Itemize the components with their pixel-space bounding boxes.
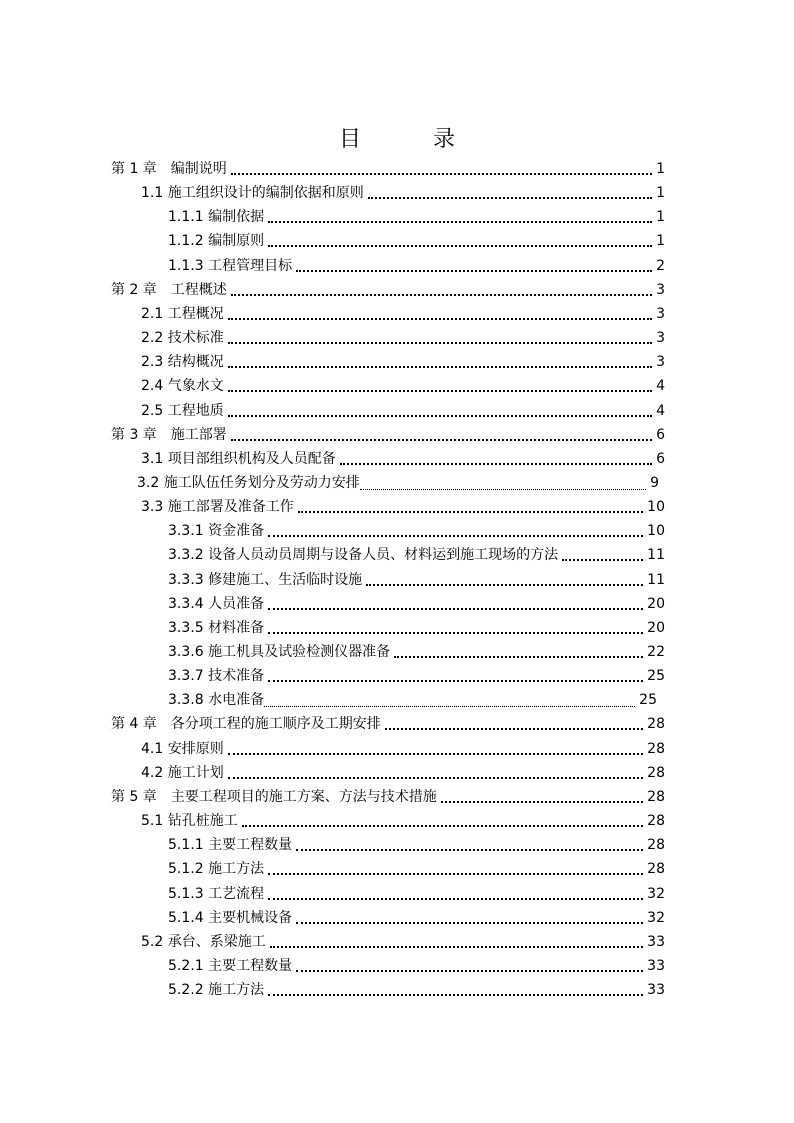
toc-entry-label: 4.1 安排原则 bbox=[141, 740, 224, 757]
toc-page-number: 3 bbox=[656, 330, 665, 347]
toc-entry-label: 第 1 章 编制说明 bbox=[111, 161, 227, 177]
toc-chapter-entry[interactable] bbox=[111, 423, 665, 447]
dot-leader bbox=[268, 680, 643, 682]
dot-leader bbox=[228, 366, 652, 368]
toc-page-number: 20 bbox=[647, 619, 665, 636]
toc-entry-label: 5.2.1 主要工程数量 bbox=[168, 957, 293, 974]
toc-chapter-entry[interactable] bbox=[111, 712, 665, 736]
toc-entry-label: 3.3.3 修建施工、生活临时设施 bbox=[168, 571, 363, 588]
toc-page-number: 25 bbox=[639, 692, 657, 709]
toc-page-number: 4 bbox=[656, 378, 665, 395]
toc-entry-label: 5.1.3 工艺流程 bbox=[168, 885, 265, 902]
toc-entry[interactable] bbox=[168, 688, 657, 712]
toc-entry[interactable] bbox=[168, 205, 665, 229]
toc-page-number: 2 bbox=[656, 257, 665, 274]
title-char-2: 录 bbox=[433, 127, 456, 152]
toc-page-number: 1 bbox=[656, 161, 665, 177]
toc-chapter-entry[interactable] bbox=[111, 157, 665, 181]
toc-entry-label: 第 2 章 工程概述 bbox=[111, 281, 227, 298]
dot-leader bbox=[298, 511, 643, 513]
dot-leader bbox=[228, 753, 643, 755]
dot-leader bbox=[242, 825, 643, 827]
toc-page-number: 28 bbox=[647, 740, 665, 757]
toc-entry[interactable] bbox=[141, 737, 665, 761]
toc-entry[interactable] bbox=[141, 374, 665, 398]
toc-page-number: 10 bbox=[647, 499, 665, 516]
toc-entry-label: 2.3 结构概况 bbox=[141, 354, 224, 371]
toc-entry-label: 3.3.6 施工机具及试验检测仪器准备 bbox=[168, 644, 391, 660]
toc-page-number: 25 bbox=[647, 668, 665, 685]
dot-leader bbox=[366, 584, 643, 586]
toc-entry[interactable] bbox=[168, 882, 665, 906]
dot-leader bbox=[441, 801, 643, 803]
toc-entry-label: 3.3.2 设备人员动员周期与设备人员、材料运到施工现场的方法 bbox=[168, 547, 559, 564]
toc-page-number: 9 bbox=[650, 474, 659, 491]
toc-entry-label: 2.5 工程地质 bbox=[141, 402, 224, 419]
dot-leader bbox=[228, 342, 652, 344]
dot-leader bbox=[231, 294, 652, 296]
dot-leader bbox=[268, 994, 643, 996]
toc-page-number: 4 bbox=[656, 402, 665, 419]
toc-chapter-entry[interactable] bbox=[111, 278, 665, 302]
toc-page-number: 1 bbox=[656, 209, 665, 226]
toc-entry-label: 3.2 施工队伍任务划分及劳动力安排 bbox=[137, 474, 360, 491]
toc-entry-label: 5.1.4 主要机械设备 bbox=[168, 909, 293, 926]
toc-entry[interactable] bbox=[141, 495, 665, 519]
toc-entry-label: 2.1 工程概况 bbox=[141, 305, 224, 322]
dot-leader bbox=[368, 197, 652, 199]
toc-entry-label: 5.1.1 主要工程数量 bbox=[168, 837, 293, 854]
toc-page-number: 33 bbox=[647, 933, 665, 950]
dot-leader bbox=[360, 489, 646, 490]
dot-leader bbox=[394, 656, 643, 658]
toc-entry[interactable] bbox=[168, 616, 665, 640]
toc-page-number: 28 bbox=[647, 716, 665, 733]
dot-leader bbox=[228, 415, 652, 417]
toc-entry[interactable] bbox=[168, 857, 665, 881]
title-char-1: 目 bbox=[338, 127, 361, 152]
toc-page-number: 28 bbox=[647, 764, 665, 781]
dot-leader bbox=[296, 849, 643, 851]
dot-leader bbox=[268, 632, 643, 634]
toc-page-number: 33 bbox=[647, 982, 665, 999]
toc-entry-label: 1.1 施工组织设计的编制依据和原则 bbox=[141, 185, 364, 202]
dot-leader bbox=[385, 728, 643, 730]
toc-page-number: 3 bbox=[656, 354, 665, 371]
toc-page-number: 3 bbox=[656, 281, 665, 298]
dot-leader bbox=[231, 439, 652, 441]
toc-page-number: 28 bbox=[647, 861, 665, 878]
dot-leader bbox=[268, 245, 652, 247]
toc-entry[interactable] bbox=[168, 229, 665, 253]
toc-entry[interactable] bbox=[168, 592, 665, 616]
toc-page-number: 28 bbox=[647, 813, 665, 830]
dot-leader bbox=[268, 608, 643, 610]
dot-leader bbox=[228, 318, 652, 320]
toc-entry-label: 5.1.2 施工方法 bbox=[168, 861, 265, 878]
dot-leader bbox=[562, 559, 643, 561]
toc-page-number: 11 bbox=[647, 571, 665, 588]
toc-page-number: 6 bbox=[656, 426, 665, 443]
toc-page-number: 10 bbox=[647, 523, 665, 540]
toc-page-number: 22 bbox=[647, 644, 665, 660]
toc-entry[interactable] bbox=[168, 519, 665, 543]
toc-entry-label: 3.3.7 技术准备 bbox=[168, 668, 265, 685]
toc-page-number: 32 bbox=[647, 885, 665, 902]
dot-leader bbox=[340, 463, 652, 465]
page-title bbox=[0, 124, 794, 156]
dot-leader bbox=[296, 270, 652, 272]
toc-entry-label: 5.2 承台、系梁施工 bbox=[141, 933, 266, 950]
toc-entry[interactable] bbox=[137, 471, 659, 495]
dot-leader bbox=[296, 970, 643, 972]
toc-entry-label: 3.3.4 人员准备 bbox=[168, 595, 265, 612]
dot-leader bbox=[296, 922, 643, 924]
toc-entry[interactable] bbox=[141, 447, 665, 471]
toc-entry[interactable] bbox=[168, 978, 665, 1002]
toc-page-number: 32 bbox=[647, 909, 665, 926]
toc-entry[interactable] bbox=[168, 543, 665, 567]
toc-page-number: 20 bbox=[647, 595, 665, 612]
dot-leader bbox=[268, 221, 652, 223]
toc-entry-label: 1.1.3 工程管理目标 bbox=[168, 257, 293, 274]
toc-entry[interactable] bbox=[168, 664, 665, 688]
toc-entry[interactable] bbox=[141, 350, 665, 374]
toc-entry[interactable] bbox=[141, 761, 665, 785]
toc-entry-label: 第 3 章 施工部署 bbox=[111, 426, 227, 443]
toc-entry-label: 5.1 钻孔桩施工 bbox=[141, 813, 238, 830]
toc-entry-label: 2.4 气象水文 bbox=[141, 378, 224, 395]
toc-page-number: 6 bbox=[656, 450, 665, 467]
toc-entry[interactable] bbox=[168, 640, 665, 664]
toc-entry-label: 3.1 项目部组织机构及人员配备 bbox=[141, 450, 336, 467]
dot-leader bbox=[228, 390, 652, 392]
toc-entry-label: 1.1.2 编制原则 bbox=[168, 233, 265, 250]
toc-entry[interactable] bbox=[168, 568, 665, 592]
toc-page-number: 3 bbox=[656, 305, 665, 322]
toc-entry-label: 3.3.5 材料准备 bbox=[168, 619, 265, 636]
toc-page-number: 28 bbox=[647, 837, 665, 854]
dot-leader bbox=[270, 946, 643, 948]
toc-entry[interactable] bbox=[168, 254, 665, 278]
toc-entry-label: 3.3.1 资金准备 bbox=[168, 523, 265, 540]
toc-chapter-entry[interactable] bbox=[111, 785, 665, 809]
toc-page-number: 1 bbox=[656, 233, 665, 250]
toc-entry-label: 第 4 章 各分项工程的施工顺序及工期安排 bbox=[111, 716, 381, 733]
toc-page-number: 28 bbox=[647, 788, 665, 805]
toc-entry[interactable] bbox=[141, 930, 665, 954]
toc-entry-label: 第 5 章 主要工程项目的施工方案、方法与技术措施 bbox=[111, 788, 437, 805]
toc-entry[interactable] bbox=[168, 906, 665, 930]
dot-leader bbox=[231, 173, 652, 175]
toc-entry-label: 1.1.1 编制依据 bbox=[168, 209, 265, 226]
toc-entry[interactable] bbox=[168, 954, 665, 978]
toc-entry[interactable] bbox=[168, 833, 665, 857]
toc-entry[interactable] bbox=[141, 302, 665, 326]
toc-page-number: 11 bbox=[647, 547, 665, 564]
toc-entry[interactable] bbox=[141, 399, 665, 423]
toc-entry-label: 2.2 技术标准 bbox=[141, 330, 224, 347]
toc-page-number: 33 bbox=[647, 957, 665, 974]
dot-leader bbox=[268, 898, 643, 900]
toc-entry-label: 3.3 施工部署及准备工作 bbox=[141, 499, 294, 516]
toc-entry[interactable] bbox=[141, 809, 665, 833]
toc-entry-label: 4.2 施工计划 bbox=[141, 764, 224, 781]
toc-page-number: 1 bbox=[656, 185, 665, 202]
toc-entry-label: 5.2.2 施工方法 bbox=[168, 982, 265, 999]
toc-entry[interactable] bbox=[141, 181, 665, 205]
toc-entry[interactable] bbox=[141, 326, 665, 350]
dot-leader bbox=[264, 706, 635, 707]
toc-entry-label: 3.3.8 水电准备 bbox=[168, 692, 265, 709]
dot-leader bbox=[268, 535, 643, 537]
dot-leader bbox=[228, 777, 643, 779]
dot-leader bbox=[268, 873, 643, 875]
